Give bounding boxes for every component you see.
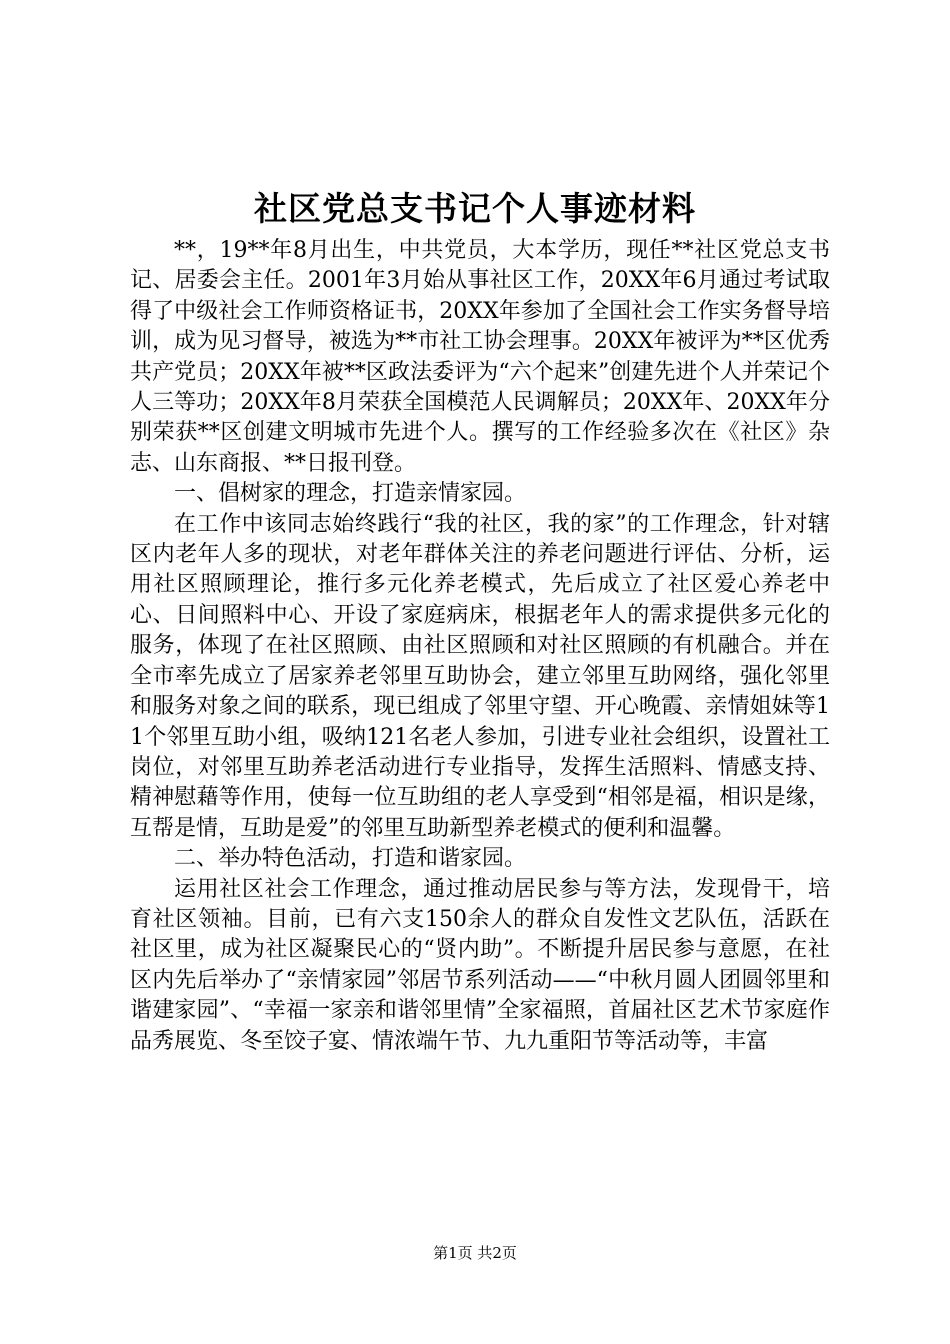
section-heading-1: 一、倡树家的理念，打造亲情家园。 (174, 481, 527, 507)
document-title: 社区党总支书记个人事迹材料 (254, 189, 696, 228)
paragraph-section-2: 运用社区社会工作理念，通过推动居民参与等方法，发现骨干，培育社区领袖。目前，已有六支150余人的群众自发性文艺队伍，活跃在社区里，成为社区凝聚民心的“贤内助”。不断提升居民参与意愿，在社区内先后举办了“亲情家园”邻居节系列活动——“中秋月圆人团圆邻里和谐建家园”、“幸福一家亲和谐邻里情”全家福照，首届社区艺术节家庭作品秀展览、冬至饺子宴、情浓端午节、九九重阳节等活动等，丰富 (130, 876, 830, 1054)
paragraph-section-1: 在工作中该同志始终践行“我的社区，我的家”的工作理念，针对辖区内老年人多的现状，对老年群体关注的养老问题进行评估、分析，运用社区照顾理论，推行多元化养老模式，先后成立了社区爱心养老中心、日间照料中心、开设了家庭病床，根据老年人的需求提供多元化的服务，体现了在社区照顾、由社区照顾和对社区照顾的有机融合。并在全市率先成立了居家养老邻里互助协会，建立邻里互助网络，强化邻里和服务对象之间的联系，现已组成了邻里守望、开心晚霞、亲情姐妹等11个邻里互助小组，吸纳121名老人参加，引进专业社会组织，设置社工岗位，对邻里互助养老活动进行专业指导，发挥生活照料、情感支持、精神慰藉等作用，使每一位互助组的老人享受到“相邻是福，相识是缘，互帮是情，互助是爱”的邻里互助新型养老模式的便利和温馨。 (130, 511, 830, 841)
page-number-footer: 第1页 共2页 (433, 1244, 517, 1262)
document-body (130, 236, 830, 1057)
section-heading-2: 二、举办特色活动，打造和谐家园。 (174, 846, 527, 872)
paragraph-intro: **，19**年8月出生，中共党员，大本学历，现任**社区党总支书记、居委会主任。2001年3月始从事社区工作，20XX年6月通过考试取得了中级社会工作师资格证书，20XX年参加了全国社会工作实务督导培训，成为见习督导，被选为**市社工协会理事。20XX年被评为**区优秀共产党员；20XX年被**区政法委评为“六个起来”创建先进个人并荣记个人三等功；20XX年8月荣获全国模范人民调解员；20XX年、20XX年分别荣获**区创建文明城市先进个人。撰写的工作经验多次在《社区》杂志、山东商报、**日报刊登。 (130, 238, 830, 476)
